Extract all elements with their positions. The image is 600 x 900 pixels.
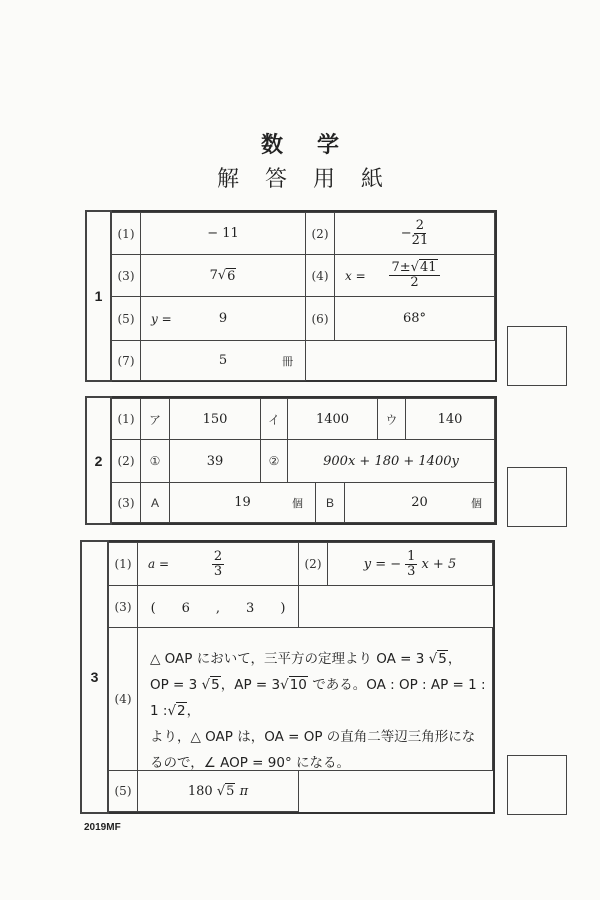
- q3-5-coef: 180: [187, 783, 213, 799]
- q3-3-answer: ( 6 , 3 ): [137, 585, 299, 628]
- q2-2-c2-value: 900x + 180 + 1400y: [287, 439, 495, 483]
- q2-3-label: (3): [111, 482, 141, 523]
- q2-1-label: (1): [111, 398, 141, 440]
- q3-3-label: (3): [108, 585, 138, 628]
- q1-4-label: (4): [305, 254, 335, 297]
- q1-7-label: (7): [111, 340, 141, 381]
- q1-3-radicand: 6: [227, 268, 236, 284]
- q2-1-i-label: イ: [260, 398, 288, 440]
- page-subtitle: 解答用紙: [216, 167, 409, 192]
- q2-1-a-value: 150: [169, 398, 261, 440]
- q2-2-c1-value: 39: [169, 439, 261, 483]
- q1-3-answer: 7 √ 6: [140, 254, 306, 297]
- section-3-number-cell: [80, 540, 109, 814]
- q3-2-fraction: [405, 550, 417, 578]
- q3-1-prefix: a =: [148, 557, 170, 571]
- q1-4-radicand: 41: [419, 260, 437, 276]
- q1-4-prefix: x =: [345, 268, 366, 283]
- q3-4-label: (4): [108, 627, 138, 771]
- q1-2-num: 2: [415, 218, 425, 234]
- section-2-number-cell: [85, 396, 112, 525]
- section-1-number: 1: [94, 288, 103, 304]
- section-1-number-cell: [85, 210, 112, 382]
- q3-4-radicand-1: 5: [438, 651, 447, 667]
- q3-5-radicand: 5: [226, 784, 235, 799]
- q3-5-suffix: π: [239, 783, 249, 799]
- q3-1-answer: [137, 542, 299, 586]
- q1-2-fraction: [412, 219, 429, 247]
- q1-3-label: (3): [111, 254, 141, 297]
- q3-4-line-4: るので，∠ AOP = 90° になる。: [150, 755, 351, 771]
- q2-1-u-label: ウ: [377, 398, 406, 440]
- q3-4-line-3: より，△ OAP は，OA = OP の直角二等辺三角形にな: [150, 729, 476, 745]
- q3-2-label: (2): [298, 542, 328, 586]
- q2-2-c1-label: ①: [140, 439, 170, 483]
- q2-3-A-value: 19: [234, 495, 251, 510]
- score-box-1: [507, 326, 567, 386]
- score-box-3: [507, 755, 567, 815]
- q3-2-num: 1: [407, 548, 416, 564]
- q2-1-i-value: 1400: [287, 398, 378, 440]
- q3-4-line-2: OP = 3 √5，AP = 3√10 である。OA : OP : AP = 1 : 1 :√2，: [150, 677, 486, 719]
- q1-2-sign: −: [400, 226, 412, 241]
- q3-1-den: 3: [213, 563, 223, 579]
- q2-3-B-label: B: [315, 482, 345, 523]
- q1-5-prefix: y =: [151, 311, 172, 326]
- section-3-number: 3: [90, 669, 99, 685]
- q1-2-answer: [334, 212, 495, 255]
- page-title: 数学: [260, 133, 373, 158]
- q1-6-answer: 68°: [334, 296, 495, 341]
- q2-3-A-unit: 個: [292, 496, 303, 510]
- q2-2-c2-label: ②: [260, 439, 288, 483]
- q3-2-suffix: x + 5: [421, 556, 457, 572]
- q2-1-a-label: ア: [140, 398, 170, 440]
- q3-4-radicand-3: 10: [289, 677, 307, 693]
- q3-4-radicand-4: 2: [177, 703, 186, 719]
- q2-1-u-value: 140: [405, 398, 495, 440]
- q1-1-answer: − 11: [140, 212, 306, 255]
- q1-4-den: 2: [410, 275, 419, 290]
- q3-2-den: 3: [407, 563, 416, 579]
- score-box-2: [507, 467, 567, 527]
- q1-4-answer: [334, 254, 495, 297]
- q2-3-B-value: 20: [411, 495, 428, 510]
- q3-2-answer: [327, 542, 493, 586]
- section-2-number: 2: [94, 452, 103, 469]
- q1-7-value: 5: [218, 353, 228, 368]
- q1-5-label: (5): [111, 296, 141, 341]
- form-code: 2019MF: [84, 822, 121, 833]
- q1-7-answer: [140, 340, 306, 381]
- q2-3-A-answer: [169, 482, 316, 523]
- q1-7-unit: 冊: [282, 354, 293, 368]
- q3-1-label: (1): [108, 542, 138, 586]
- q3-2-prefix: y = −: [363, 556, 402, 572]
- q1-2-label: (2): [305, 212, 335, 255]
- q1-4-num-a: 7±: [391, 260, 411, 276]
- q2-3-B-unit: 個: [471, 496, 482, 510]
- q1-2-den: 21: [411, 233, 429, 248]
- q2-3-A-label: A: [140, 482, 170, 523]
- q3-4-proof-text: [150, 646, 486, 776]
- q1-6-label: (6): [305, 296, 335, 341]
- q3-5-answer: 180 √ 5 π: [137, 770, 299, 812]
- q3-1-num: 2: [213, 548, 223, 564]
- q2-2-label: (2): [111, 439, 141, 483]
- q3-4-radicand-2: 5: [211, 677, 220, 693]
- q2-3-B-answer: [344, 482, 495, 523]
- q1-3-coef: 7: [209, 268, 218, 283]
- q3-1-fraction: [212, 550, 224, 578]
- q1-5-answer: [140, 296, 306, 341]
- q1-1-label: (1): [111, 212, 141, 255]
- q1-5-value: 9: [218, 311, 228, 326]
- q1-4-fraction: $\frac{7\pm√41}{2}$: [389, 261, 439, 289]
- q3-4-line-1: △ OAP において，三平方の定理より OA = 3 √5，: [150, 651, 462, 667]
- q3-5-label: (5): [108, 770, 138, 812]
